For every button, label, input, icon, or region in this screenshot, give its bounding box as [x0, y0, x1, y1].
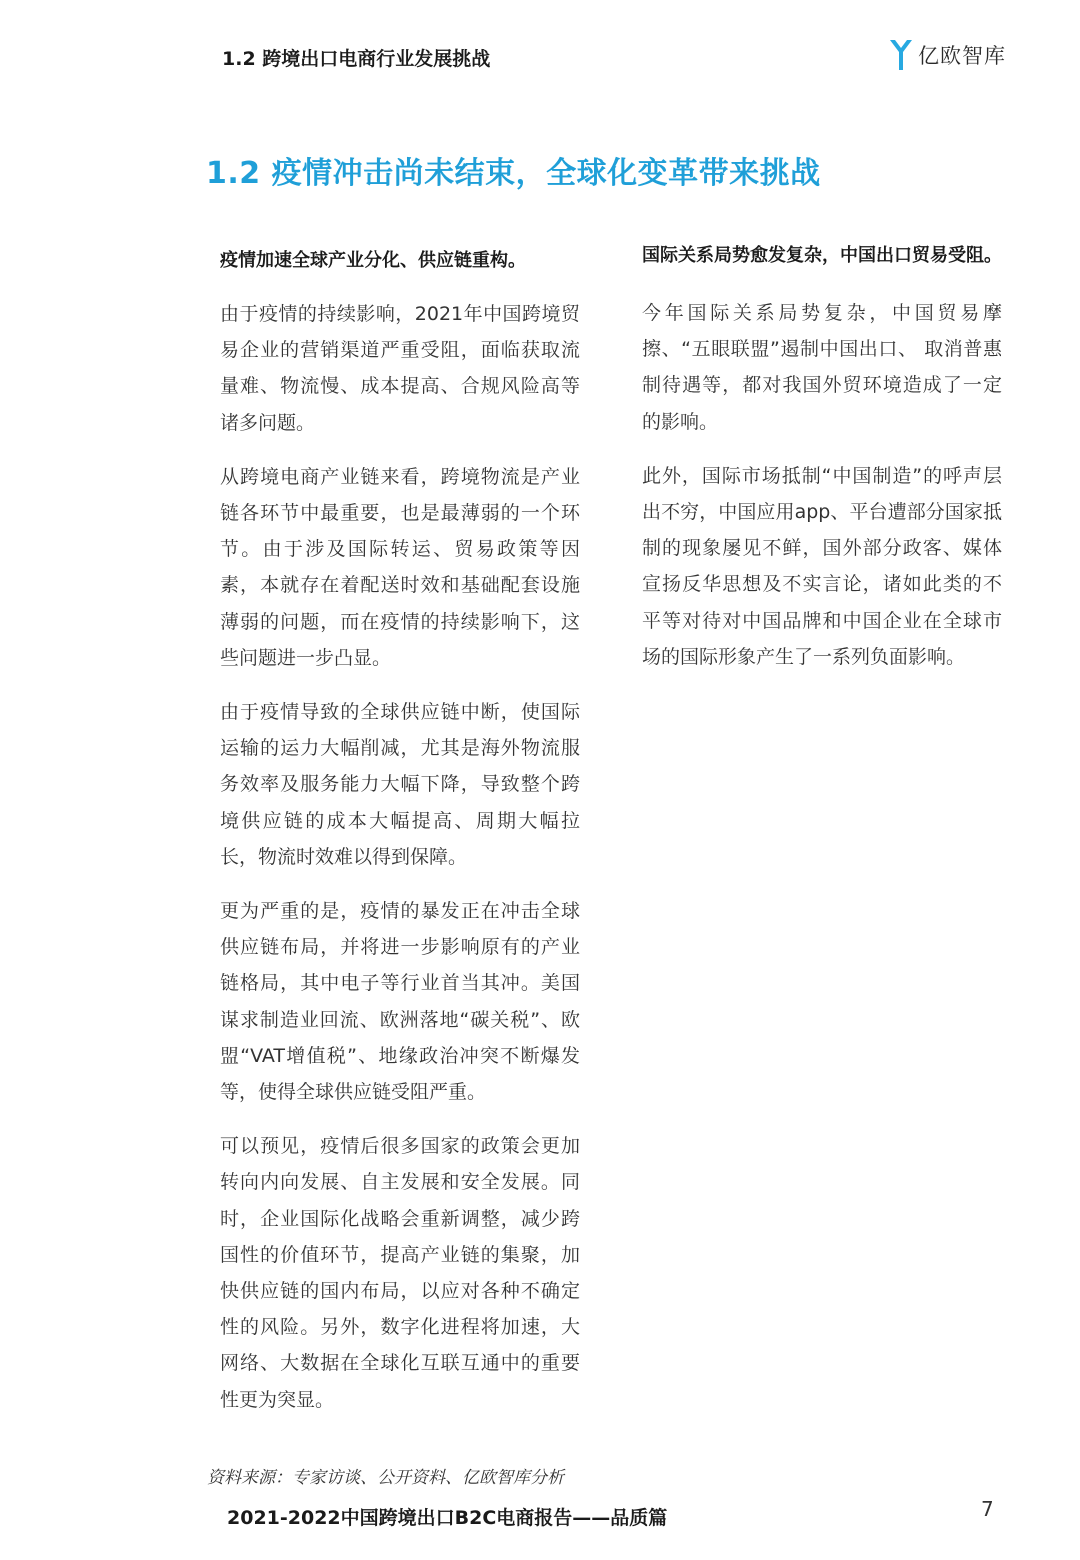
left-paragraph-3: 由于疫情导致的全球供应链中断，使国际运输的运力大幅削减，尤其是海外物流服务效率及服务能力大幅下降，导致整个跨境供应链的成本大幅提高、周期大幅拉长，物流时效难以得到保障。 — [220, 701, 580, 868]
left-paragraph-4: 更为严重的是，疫情的暴发正在冲击全球供应链布局，并将进一步影响原有的产业链格局，其中电子等行业首当其冲。美国谋求制造业回流、欧洲落地“碳关税”、欧盟“VAT增值税”、地缘政治冲突不断爆发等，使得全球供应链受阻严重。 — [220, 900, 580, 1104]
right-heading: 国际关系局势愈发复杂，中国出口贸易受阻。 — [642, 245, 1002, 266]
left-paragraph-2: 从跨境电商产业链来看，跨境物流是产业链各环节中最重要，也是最薄弱的一个环节。由于涉及国际转运、贸易政策等因素，本就存在着配送时效和基础配套设施薄弱的问题，而在疫情的持续影响下，这些问题进一步凸显。 — [220, 465, 580, 669]
page-number: 7 — [981, 1497, 994, 1521]
right-column — [642, 243, 1002, 693]
left-heading: 疫情加速全球产业分化、供应链重构。 — [220, 250, 526, 271]
right-paragraph-2: 此外，国际市场抵制“中国制造”的呼声层出不穷，中国应用app、平台遭部分国家抵制的现象屡见不鲜，国外部分政客、媒体宣扬反华思想及不实言论，诸如此类的不平等对待对中国品牌和中国企业在全球市场的国际形象产生了一系列负面影响。 — [642, 464, 1002, 668]
header-section-title: 1.2 跨境出口电商行业发展挑战 — [222, 48, 491, 70]
right-paragraph-1: 今年国际关系局势复杂，中国贸易摩擦、“五眼联盟”遏制中国出口、 取消普惠制待遇等，都对我国外贸环境造成了一定的影响。 — [642, 302, 1002, 433]
left-column — [220, 248, 580, 1436]
footer-report-title: 2021-2022中国跨境出口B2C电商报告——品质篇 — [227, 1507, 668, 1529]
source-note: 资料来源：专家访谈、公开资料、亿欧智库分析 — [207, 1468, 564, 1488]
brand-logo — [888, 38, 1006, 72]
left-paragraph-1: 由于疫情的持续影响，2021年中国跨境贸易企业的营销渠道严重受阻，面临获取流量难、物流慢、成本提高、合规风险高等诸多问题。 — [220, 303, 580, 434]
page-title: 1.2 疫情冲击尚未结束，全球化变革带来挑战 — [206, 156, 821, 191]
logo-mark-icon — [888, 38, 914, 72]
logo-text: 亿欧智库 — [918, 44, 1006, 68]
left-paragraph-5: 可以预见，疫情后很多国家的政策会更加转向内向发展、自主发展和安全发展。同时，企业国际化战略会重新调整，减少跨国性的价值环节，提高产业链的集聚，加快供应链的国内布局，以应对各种不确定性的风险。另外，数字化进程将加速，大网络、大数据在全球化互联互通中的重要性更为突显。 — [220, 1135, 580, 1411]
